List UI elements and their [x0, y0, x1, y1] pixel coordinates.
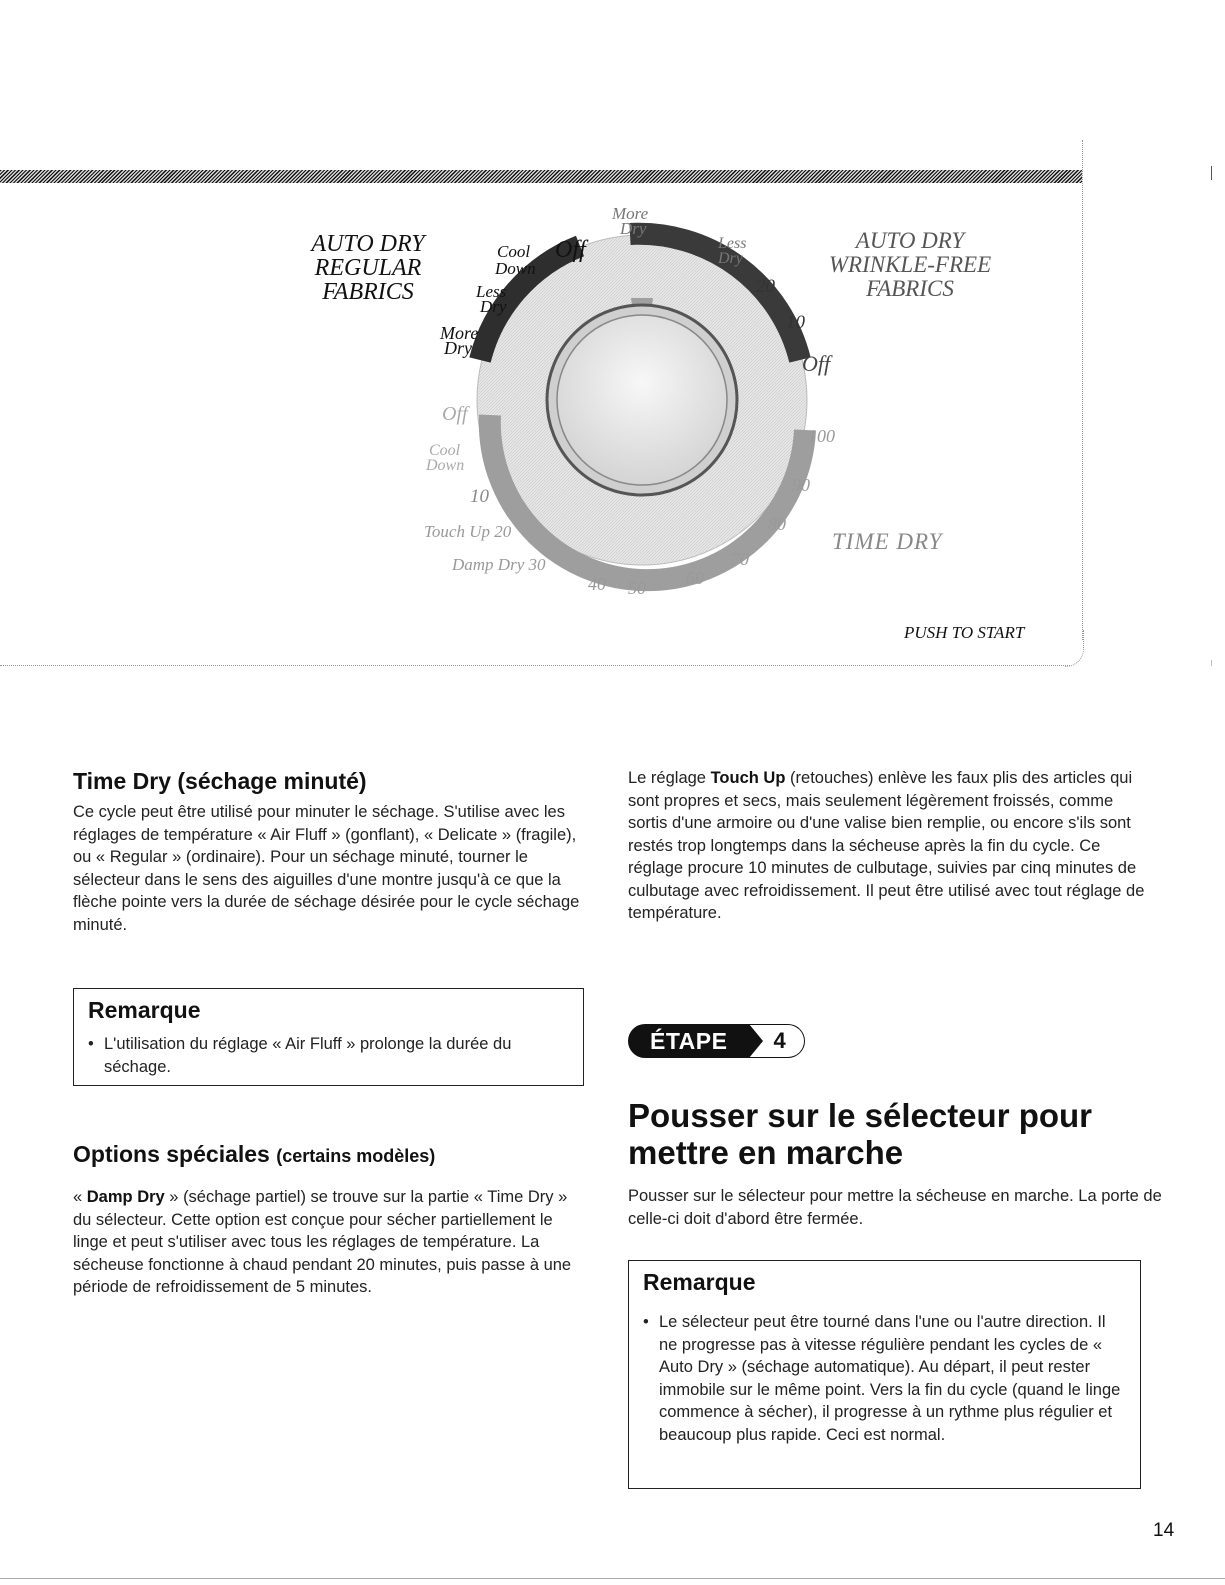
note-title: Remarque: [643, 1269, 756, 1295]
dial-label: Cool: [497, 242, 531, 261]
auto-dry-regular-label: AUTO DRY REGULAR FABRICS: [311, 231, 425, 305]
touch-up-term: Touch Up: [710, 769, 786, 787]
time-dry-section: [73, 767, 583, 936]
dial-label: 70: [731, 549, 749, 569]
step-number: 4: [747, 1024, 804, 1058]
dial-label: 80: [768, 514, 786, 534]
dial-label: Dry: [620, 219, 647, 238]
section-title: Time Dry (séchage minuté): [73, 768, 367, 794]
note-item: • Le sélecteur peut être tourné dans l'une ou l'autre direction. Il ne progresse pas à vitesse régulière pendant les cycles de « Auto Dry » (séchage automatique). Au départ, il peut rester immobile sur le même point. Vers la fin du cycle (quand le linge commence à sécher), il progresse à un rythme plus régulier et beaucoup plus rapide. Ceci est normal.: [643, 1311, 1126, 1446]
cycle-selector-dial[interactable]: [0, 0, 1225, 680]
section-title: Options spéciales (certains modèles): [73, 1141, 436, 1167]
dial-label: 10: [470, 486, 489, 507]
note-box: [73, 988, 584, 1086]
special-options-section: [73, 1140, 583, 1299]
note-box: [628, 1260, 1141, 1489]
dial-label: 40: [588, 574, 606, 594]
dial-label: 100: [808, 426, 835, 446]
dial-knob[interactable]: [557, 315, 727, 485]
bottom-rule: [0, 1578, 1225, 1579]
dial-label: More: [612, 204, 649, 223]
time-dry-label: TIME DRY: [832, 529, 943, 554]
dial-label: Down: [426, 457, 465, 474]
section-body: Ce cycle peut être utilisé pour minuter le séchage. S'utilise avec les réglages de température « Air Fluff » (gonflant), « Delicate » (fragile), ou « Regular » (ordinaire). Pour un séchage minuté, tourner le sélecteur dans le sens des aiguilles d'une montre jusqu'à ce que la flèche pointe vers la durée de séchage désirée pour le cycle séchage minuté.: [73, 803, 580, 934]
auto-dry-wrinkle-free-label: AUTO DRY WRINKLE-FREE FABRICS: [828, 228, 992, 301]
step4-section: [628, 1097, 1168, 1230]
dial-label: Off: [802, 351, 831, 376]
dial-label: Dry: [444, 338, 472, 358]
page-number: 14: [1153, 1520, 1175, 1541]
section-body: « Damp Dry » (séchage partiel) se trouve sur la partie « Time Dry » du sélecteur. Cette option est conçue pour sécher partiellement le linge et peut s'utiliser avec tous les réglages de température. La sécheuse fonctionne à chaud pendant 20 minutes, puis passe à une période de refroidissement de 5 minutes.: [73, 1188, 572, 1296]
dial-label: More: [440, 323, 479, 343]
section-body: Pousser sur le sélecteur pour mettre la sécheuse en marche. La porte de celle-ci doit d'abord être fermée.: [628, 1187, 1162, 1228]
dial-label: Dry: [718, 250, 743, 267]
dial-label: 60: [686, 568, 704, 588]
step-title: Pousser sur le sélecteur pour mettre en marche: [628, 1097, 1093, 1171]
dial-label: Touch Up 20: [424, 522, 512, 541]
dial-label: Less: [718, 235, 747, 252]
touch-up-section: [628, 767, 1148, 925]
dial-label: Damp Dry 30: [452, 555, 546, 574]
dial-label: Off: [442, 403, 468, 425]
dial-label: 20: [756, 276, 775, 297]
dial-label: Dry: [480, 297, 507, 316]
step-badge: [628, 1023, 805, 1059]
dial-label: 10: [786, 312, 805, 333]
damp-dry-term: Damp Dry: [86, 1188, 165, 1206]
note-item: • L'utilisation du réglage « Air Fluff » prolonge la durée du séchage.: [88, 1033, 571, 1078]
dial-label: Off: [555, 237, 586, 263]
dial-label: 50: [628, 578, 646, 598]
section-body: Le réglage Touch Up (retouches) enlève les faux plis des articles qui sont propres et secs, mais seulement légèrement froissés, comme sortis d'une armoire ou d'une valise bien remplie, ou encore s'ils sont restés trop longtemps dans la sécheuse après la fin du cycle. Ce réglage procure 10 minutes de culbutage, suivies par cinq minutes de culbutage avec refroidissement. Il peut être utilisé avec tout réglage de température.: [628, 769, 1145, 922]
dial-label: Down: [495, 259, 536, 278]
note-title: Remarque: [88, 997, 201, 1023]
dial-label: Less: [476, 282, 507, 301]
dial-label: 90: [792, 475, 810, 495]
push-to-start-label: PUSH TO START: [904, 623, 1025, 642]
dial-label: Cool: [429, 442, 461, 459]
step-label: ÉTAPE: [628, 1024, 749, 1058]
